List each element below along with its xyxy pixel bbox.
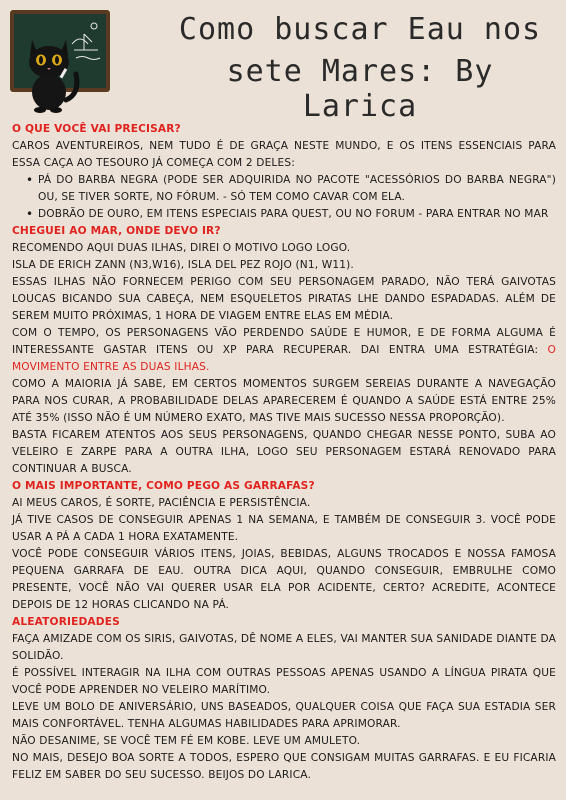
paragraph: NO MAIS, DESEJO BOA SORTE A TODOS, ESPERO QUE CONSIGAM MUITAS GARRAFAS. E EU FICARIA FELIZ EM SABER DO SEU SUCESSO. BEIJOS DO LARICA. <box>12 752 556 781</box>
black-cat-icon <box>22 30 84 114</box>
requirements-list <box>12 172 556 223</box>
section-heading-random: ALEATORIEDADES <box>12 616 120 628</box>
highlight-text: O MOVIMENTO ENTRE AS DUAS ILHAS. <box>12 344 556 373</box>
list-item: • DOBRÃO DE OURO, EM ITENS ESPECIAIS PARA QUEST, OU NO FORUM - PARA ENTRAR NO MAR <box>26 206 556 223</box>
paragraph: FAÇA AMIZADE COM OS SIRIS, GAIVOTAS, DÊ NOME A ELES, VAI MANTER SUA SANIDADE DIANTE DA SOLIDÃO. <box>12 633 556 662</box>
paragraph: AI MEUS CAROS, É SORTE, PACIÊNCIA E PERSISTÊNCIA. <box>12 497 311 509</box>
page-title-line2: sete Mares: By Larica <box>226 54 494 124</box>
paragraph: COMO A MAIORIA JÁ SABE, EM CERTOS MOMENTOS SURGEM SEREIAS DURANTE A NAVEGAÇÃO PARA NOS CURAR, A PROBABILIDADE DELAS APARECEREM É QUANDO A SAÚDE ESTÁ ENTRE 25% ATÉ 35% (ISSO NÃO É UM NÚMERO EXATO, MAS TIVE MAIS SUCESSO NESSA PROPORÇÃO). <box>12 378 556 424</box>
article-body <box>12 121 556 784</box>
page-title-line1: Como buscar Eau nos <box>178 12 542 47</box>
paragraph: JÁ TIVE CASOS DE CONSEGUIR APENAS 1 NA SEMANA, E TAMBÉM DE CONSEGUIR 3. VOCÊ PODE USAR A PÁ A CADA 1 HORA EXATAMENTE. <box>12 514 556 543</box>
section-heading-where-to-go: CHEGUEI AO MAR, ONDE DEVO IR? <box>12 225 221 237</box>
paragraph: ESSAS ILHAS NÃO FORNECEM PERIGO COM SEU PERSONAGEM PARADO, NÃO TERÁ GAIVOTAS LOUCAS BICANDO SUA CABEÇA, NEM ESQUELETOS PIRATAS LHE DANDO ESPADADAS. ALÉM DE SEREM MUITO PRÓXIMAS, 1 HORA DE VIAGEM ENTRE ELAS EM MÉDIA. <box>12 276 556 322</box>
paragraph-text: COM O TEMPO, OS PERSONAGENS VÃO PERDENDO SAÚDE E HUMOR, E DE FORMA ALGUMA É INTERESSANTE GASTAR ITENS OU XP PARA RECUPERAR. DAI ENTRA UMA ESTRATÉGIA: <box>12 327 556 356</box>
paragraph: É POSSÍVEL INTERAGIR NA ILHA COM OUTRAS PESSOAS APENAS USANDO A LÍNGUA PIRATA QUE VOCÊ PODE APRENDER NO VELEIRO MARÍTIMO. <box>12 667 556 696</box>
paragraph: NÃO DESANIME, SE VOCÊ TEM FÉ EM KOBE. LEVE UM AMULETO. <box>12 735 361 747</box>
requirements-intro: CAROS AVENTUREIROS, NEM TUDO É DE GRAÇA NESTE MUNDO, E OS ITENS ESSENCIAIS PARA ESSA CAÇA AO TESOURO JÁ COMEÇA COM 2 DELES: <box>12 140 556 169</box>
section-heading-how-to-get-bottles: O MAIS IMPORTANTE, COMO PEGO AS GARRAFAS? <box>12 480 315 492</box>
list-item: • PÁ DO BARBA NEGRA (PODE SER ADQUIRIDA NO PACOTE "ACESSÓRIOS DO BARBA NEGRA") OU, SE TIVER SORTE, NO FÓRUM. - SÓ TEM COMO CAVAR COM ELA. <box>26 172 556 206</box>
paragraph: RECOMENDO AQUI DUAS ILHAS, DIREI O MOTIVO LOGO LOGO. <box>12 242 351 254</box>
paragraph: BASTA FICAREM ATENTOS AOS SEUS PERSONAGENS, QUANDO CHEGAR NESSE PONTO, SUBA AO VELEIRO E ZARPE PARA A OUTRA ILHA, LOGO SEU PERSONAGEM ESTARÁ RENOVADO PARA CONTINUAR A BUSCA. <box>12 429 556 475</box>
paragraph-with-highlight <box>12 325 556 376</box>
section-heading-requirements: O QUE VOCÊ VAI PRECISAR? <box>12 123 181 135</box>
header <box>0 0 566 124</box>
paragraph: VOCÊ PODE CONSEGUIR VÁRIOS ITENS, JOIAS, BEBIDAS, ALGUNS TROCADOS E NOSSA FAMOSA PEQUENA GARRAFA DE EAU. OUTRA DICA AQUI, QUANDO CONSEGUIR, EMBRULHE COMO PRESENTE, VOCÊ NÃO VAI QUERER USAR ELA POR ACIDENTE, CERTO? ACREDITE, ACONTECE DEPOIS DE 12 HORAS CLICANDO NA PÁ. <box>12 548 556 611</box>
paragraph: LEVE UM BOLO DE ANIVERSÁRIO, UNS BASEADOS, QUALQUER COISA QUE FAÇA SUA ESTADIA SER MAIS CONFORTÁVEL. TENHA ALGUMAS HABILIDADES PARA APRIMORAR. <box>12 701 556 730</box>
paragraph: ISLA DE ERICH ZANN (N3,W16), ISLA DEL PEZ ROJO (N1, W11). <box>12 259 354 271</box>
